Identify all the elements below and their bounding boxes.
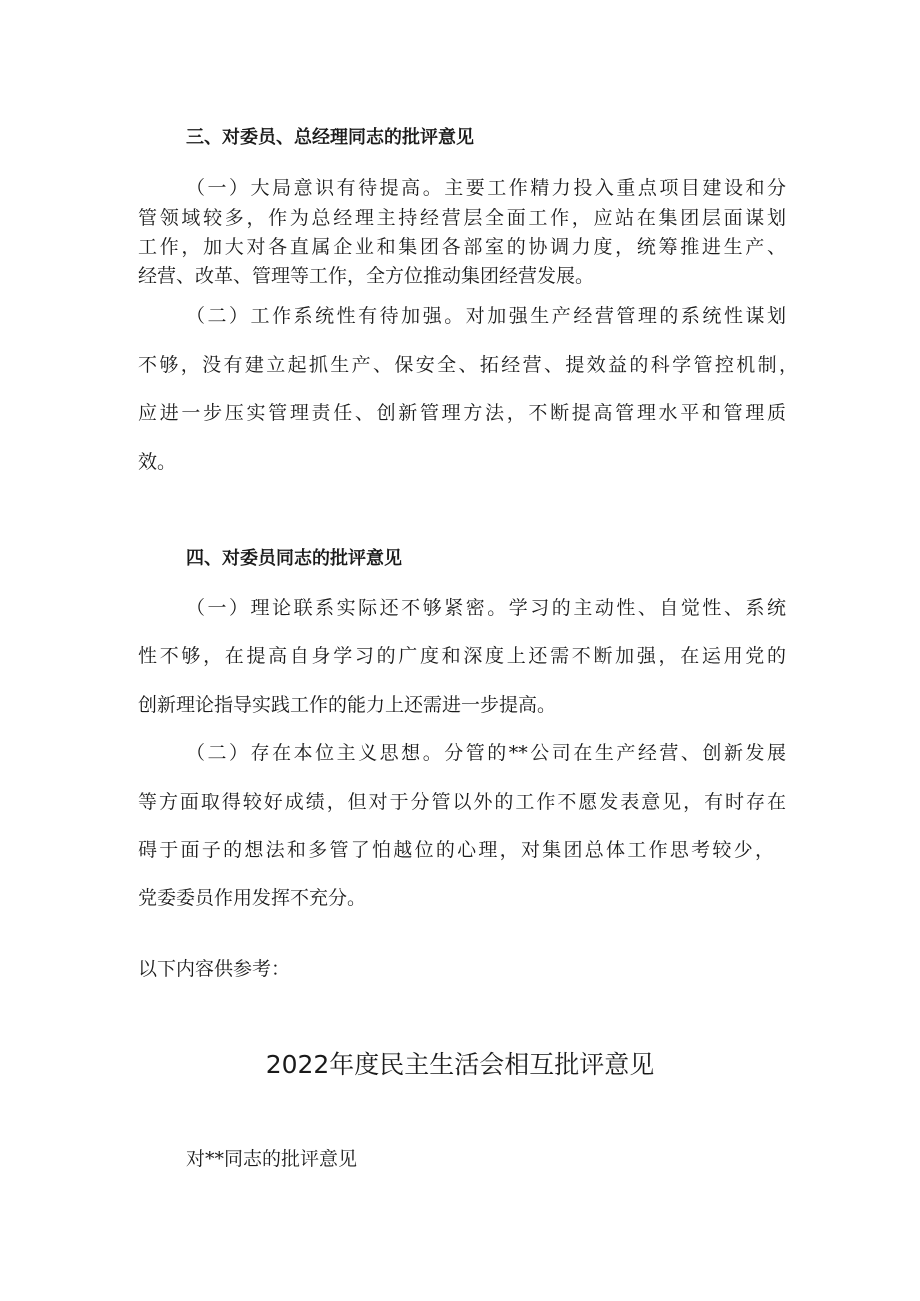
section-3-para-2-line-2: 不够，没有建立起抓生产、保安全、拓经营、提效益的科学管控机制， (138, 354, 798, 376)
section-3-para-1-line-1: （一）大局意识有待提高。主要工作精力投入重点项目建设和分 (186, 177, 786, 199)
section-3-para-2-line-4: 效。 (138, 451, 177, 473)
section-4-para-1-line-2: 性不够，在提高自身学习的广度和深度上还需不断加强，在运用党的 (138, 645, 786, 667)
section-4-para-2-line-3: 碍于面子的想法和多管了怕越位的心理，对集团总体工作思考较少， (138, 839, 774, 861)
section-4-para-2-line-1: （二）存在本位主义思想。分管的**公司在生产经营、创新发展 (186, 742, 786, 764)
subheading: 对**同志的批评意见 (186, 1148, 358, 1170)
section-3-para-1-line-3: 工作，加大对各直属企业和集团各部室的协调力度，统筹推进生产、 (138, 236, 786, 258)
section-3-para-1-line-2: 管领域较多，作为总经理主持经营层全面工作，应站在集团层面谋划 (138, 207, 786, 229)
section-3-heading: 三、对委员、总经理同志的批评意见 (186, 127, 474, 148)
reference-note: 以下内容供参考： (138, 958, 291, 980)
section-4-heading: 四、对委员同志的批评意见 (186, 548, 402, 569)
section-4-para-1-line-1: （一）理论联系实际还不够紧密。学习的主动性、自觉性、系统 (186, 597, 786, 619)
section-3-para-2-line-1: （二）工作系统性有待加强。对加强生产经营管理的系统性谋划 (186, 305, 786, 327)
section-4-para-1-line-3: 创新理论指导实践工作的能力上还需进一步提高。 (138, 694, 557, 716)
section-3-para-1-line-4: 经营、改革、管理等工作，全方位推动集团经营发展。 (138, 265, 595, 287)
document-title: 2022年度民主生活会相互批评意见 (265, 1050, 655, 1079)
section-3-para-2-line-3: 应进一步压实管理责任、创新管理方法，不断提高管理水平和管理质 (138, 402, 786, 424)
section-4-para-2-line-4: 党委委员作用发挥不充分。 (138, 887, 367, 909)
section-4-para-2-line-2: 等方面取得较好成绩，但对于分管以外的工作不愿发表意见，有时存在 (138, 791, 786, 813)
